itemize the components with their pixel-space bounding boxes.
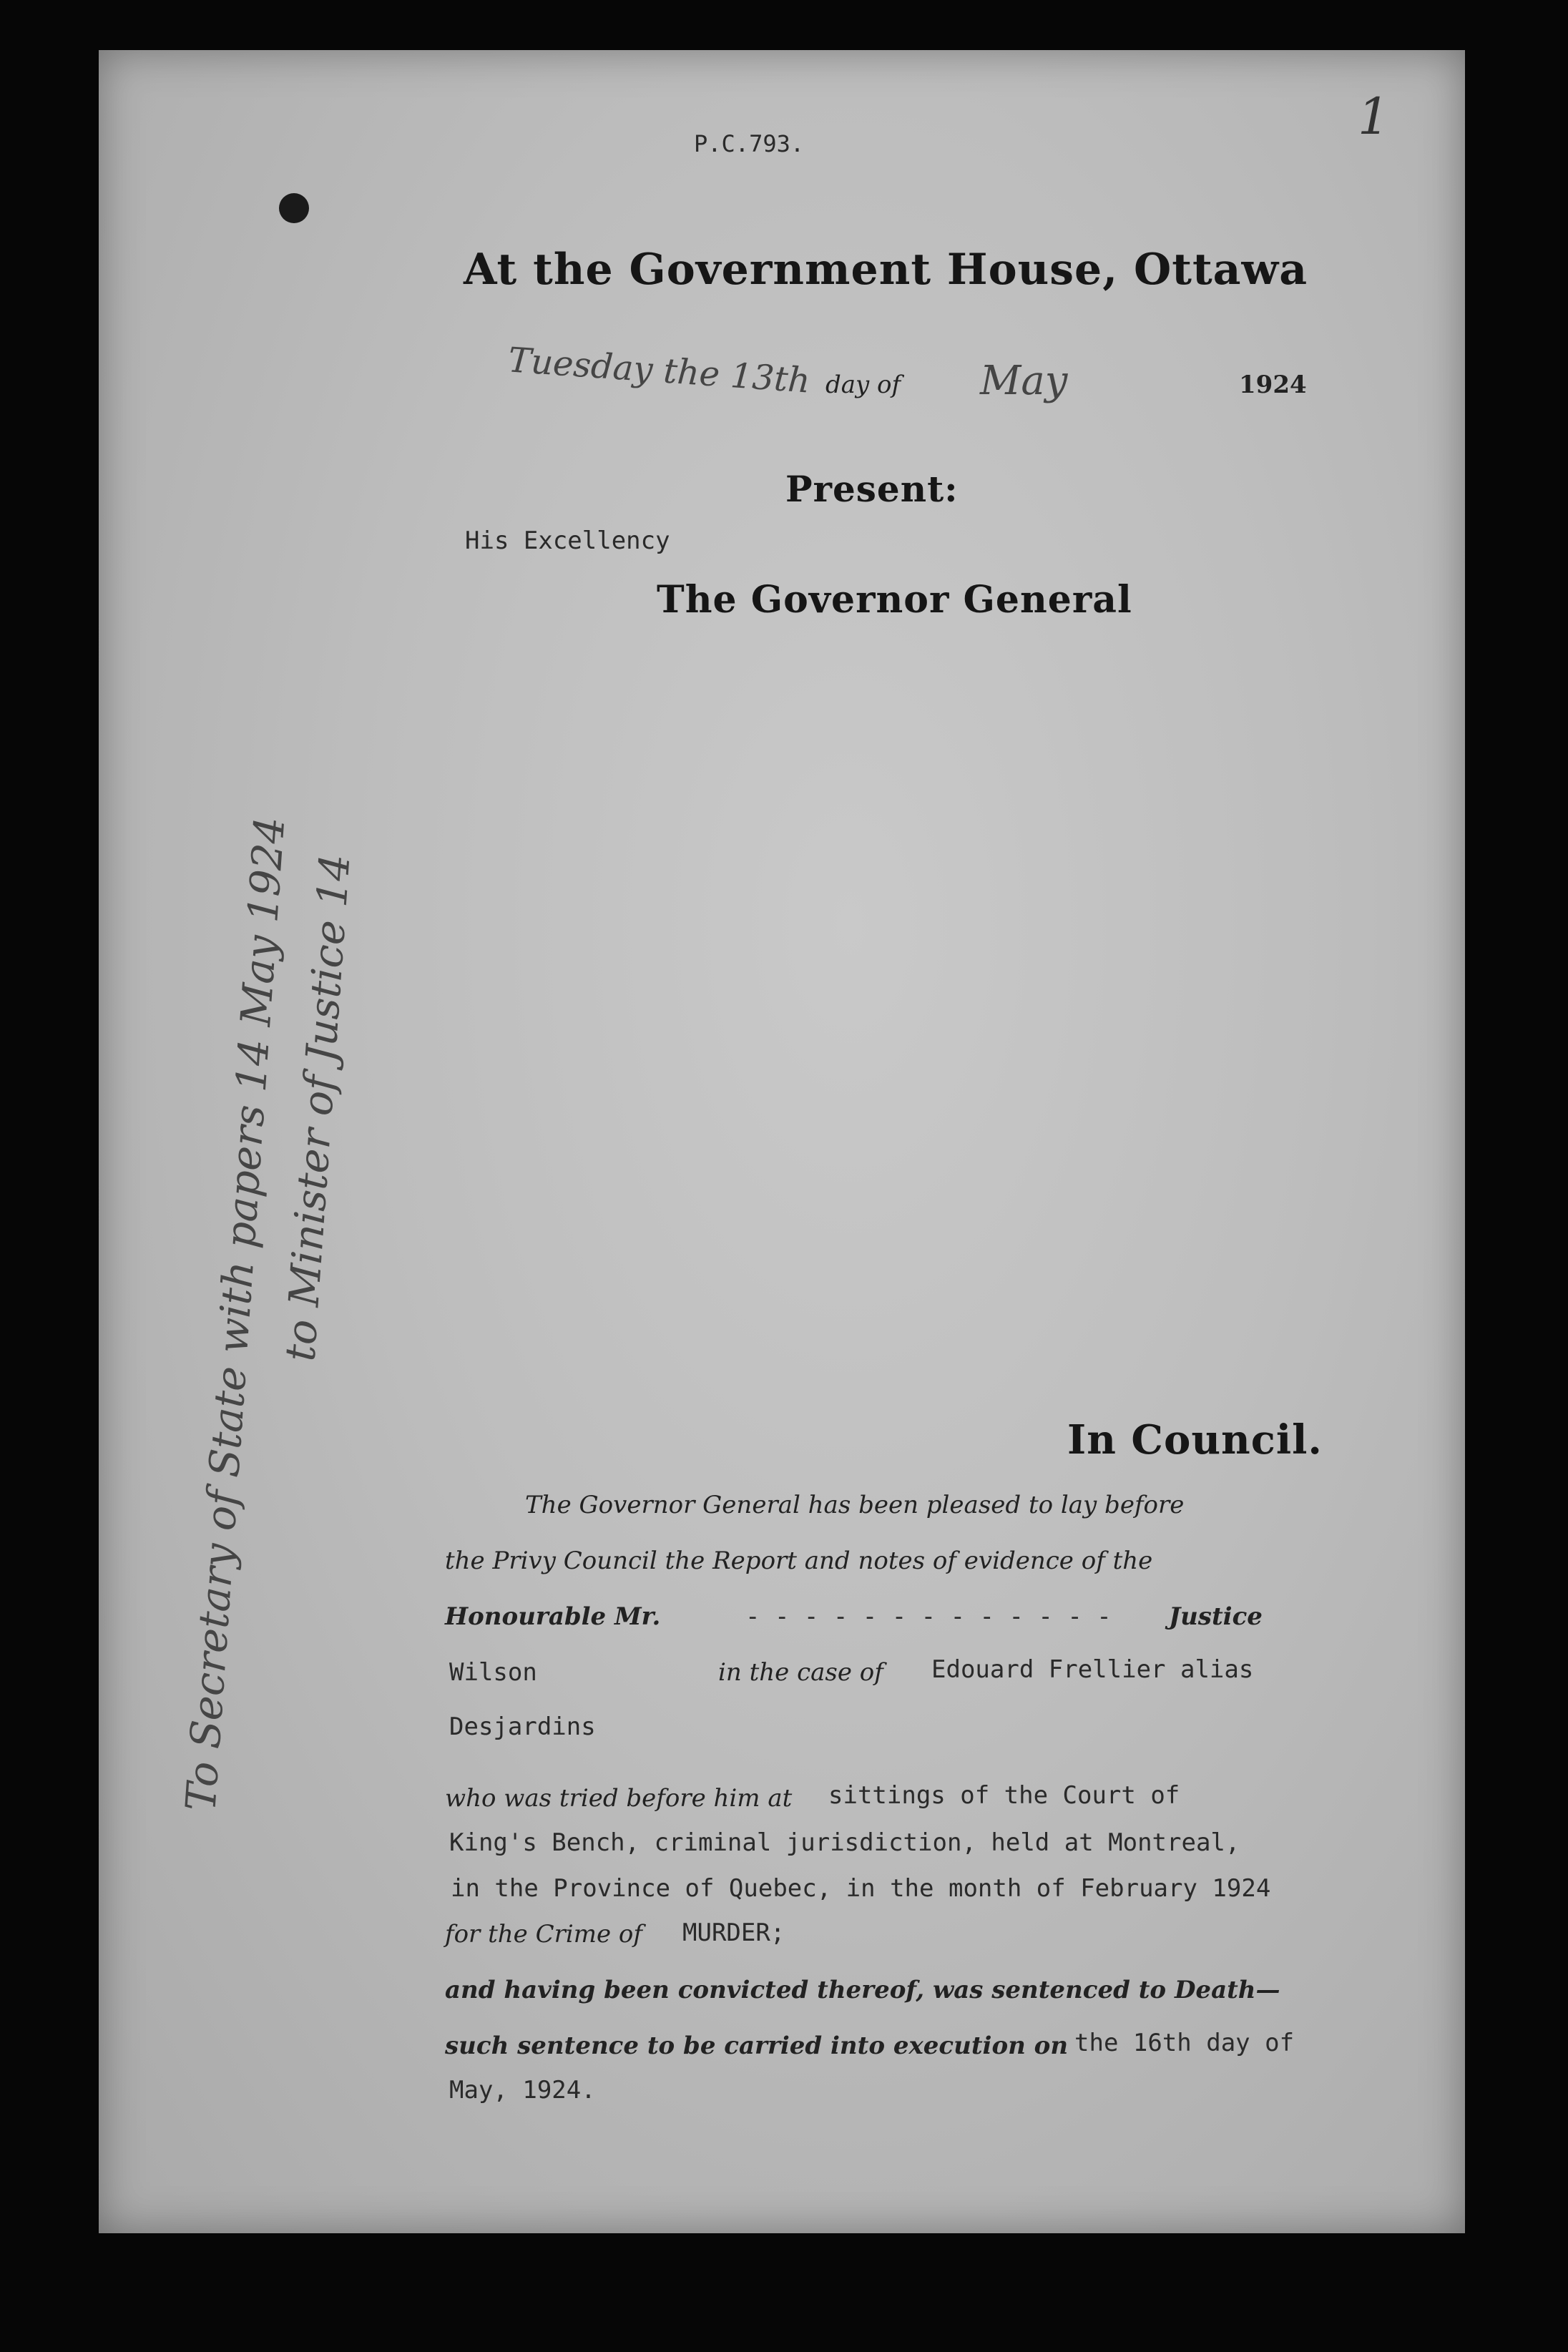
file-number: P.C.793. — [694, 130, 805, 157]
body-line-2: the Privy Council the Report and notes of evidence of the — [445, 1547, 1153, 1575]
sentence-line: and having been convicted thereof, was sentenced to Death— — [445, 1976, 1280, 2004]
stray-handwritten-mark: ﾠ — [642, 2114, 673, 2150]
tried-before: who was tried before him at — [445, 1784, 793, 1813]
date-month: May — [980, 358, 1068, 404]
crime-value: MURDER; — [682, 1919, 785, 1947]
body-line-1: The Governor General has been pleased to lay before — [525, 1491, 1185, 1519]
margin-note-line-2: to Minister of Justice 14 — [275, 852, 360, 1363]
execution-line: such sentence to be carried into execution on — [445, 2032, 1069, 2060]
court-line-3: in the Province of Quebec, in the month of February 1924 — [451, 1874, 1271, 1903]
date-day-of: day of — [825, 371, 901, 399]
date-year: 1924 — [1239, 371, 1307, 399]
in-council-heading: In Council. — [1067, 1416, 1323, 1464]
court-line-1: sittings of the Court of — [828, 1781, 1180, 1810]
in-case-of-label: in the case of — [718, 1658, 883, 1687]
court-line-2: King's Bench, criminal jurisdiction, held at Montreal, — [449, 1828, 1240, 1857]
accused-alias: Desjardins — [449, 1712, 596, 1741]
his-excellency: His Excellency — [465, 526, 670, 555]
accused-name: Edouard Frellier alias — [931, 1655, 1254, 1684]
document-page — [99, 50, 1465, 2233]
present-heading: Present: — [785, 468, 959, 510]
governor-general-heading: The Governor General — [657, 578, 1132, 622]
judge-name: Wilson — [449, 1658, 537, 1687]
justice-label: Justice — [1169, 1602, 1263, 1631]
execution-date-1: the 16th day of — [1074, 2029, 1295, 2057]
punch-hole-mark — [279, 193, 309, 223]
execution-date-2: May, 1924. — [449, 2076, 596, 2104]
dash-fill: - - - - - - - - - - - - - — [745, 1602, 1112, 1631]
honourable-label: Honourable Mr. — [445, 1602, 661, 1631]
crime-label: for the Crime of — [445, 1920, 642, 1949]
date-day: Tuesday the 13th — [506, 340, 812, 401]
page-number: 1 — [1358, 87, 1390, 146]
document-title: At the Government House, Ottawa — [464, 245, 1308, 295]
margin-note-line-1: To Secretary of State with papers 14 May 1924 — [176, 815, 295, 1813]
